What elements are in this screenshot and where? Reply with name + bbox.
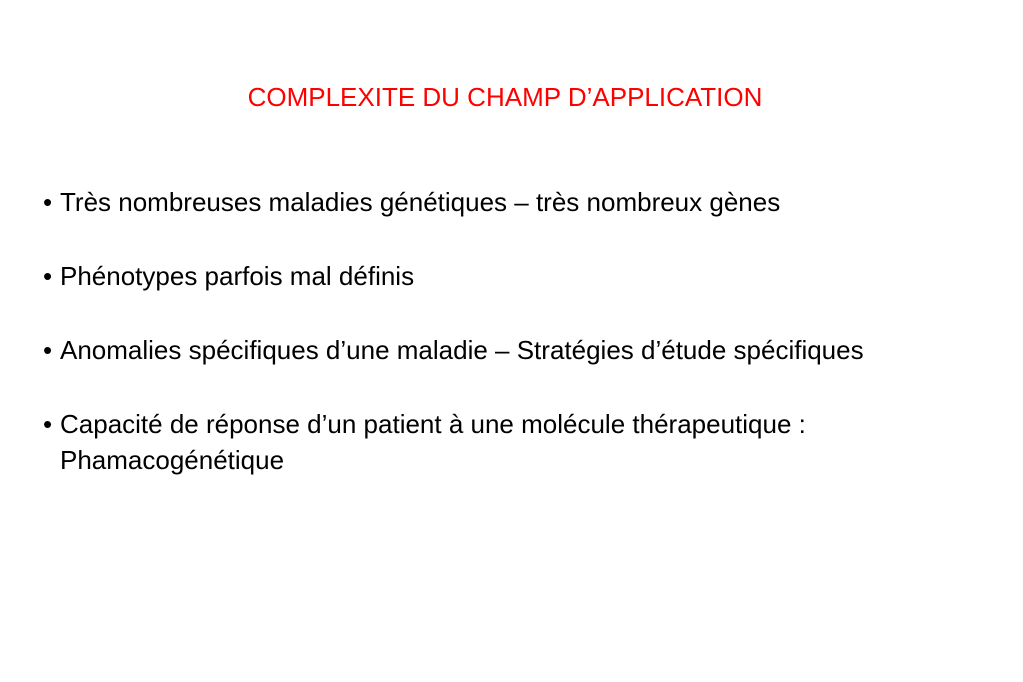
bullet-text: Capacité de réponse d’un patient à une molécule thérapeutique : bbox=[60, 409, 806, 439]
bullet-item-anomalies bbox=[43, 332, 1013, 368]
bullet-text: Très nombreuses maladies génétiques – très nombreux gènes bbox=[60, 187, 781, 217]
bullet-item-pharmacogenetics bbox=[43, 406, 1013, 478]
bullet-list bbox=[43, 184, 1013, 516]
bullet-item-genetic-diseases bbox=[43, 184, 1013, 220]
bullet-icon: • bbox=[43, 335, 53, 365]
bullet-text: Phénotypes parfois mal définis bbox=[60, 261, 415, 291]
bullet-text: Anomalies spécifiques d’une maladie – Stratégies d’étude spécifiques bbox=[60, 335, 864, 365]
bullet-icon: • bbox=[43, 261, 53, 291]
bullet-icon: • bbox=[43, 187, 53, 217]
bullet-icon: • bbox=[43, 409, 53, 439]
bullet-item-phenotypes bbox=[43, 258, 1013, 294]
bullet-text-continuation: Phamacogénétique bbox=[60, 445, 285, 475]
slide-title: COMPLEXITE DU CHAMP D’APPLICATION bbox=[247, 82, 763, 112]
